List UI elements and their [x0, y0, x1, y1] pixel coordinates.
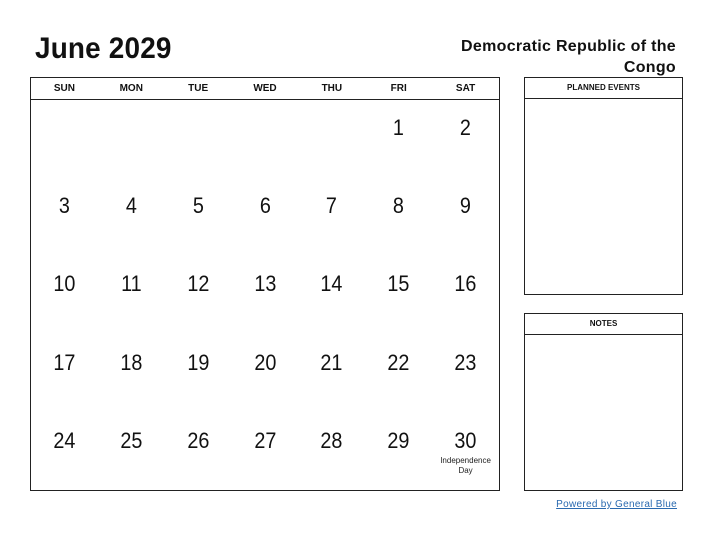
day-number: 15	[387, 271, 410, 297]
powered-by-link[interactable]: Powered by General Blue	[556, 499, 677, 510]
day-cell-26	[165, 413, 232, 491]
day-cell-4	[98, 178, 165, 256]
day-cell-29	[365, 413, 432, 491]
holiday-label: Independence Day	[440, 455, 491, 475]
page-title: June 2029	[35, 32, 172, 65]
empty-day-cell	[165, 100, 232, 178]
day-number: 16	[454, 271, 477, 297]
day-number: 8	[393, 193, 405, 219]
day-number: 13	[253, 271, 277, 297]
day-number: 9	[460, 193, 472, 219]
weekday-fri: FRI	[390, 83, 407, 94]
day-number: 28	[320, 427, 343, 453]
weekday-sun: SUN	[53, 83, 75, 94]
day-cell-3	[31, 178, 98, 256]
day-number: 3	[58, 193, 70, 219]
planned-events-panel	[524, 77, 683, 295]
day-cell-28	[298, 413, 365, 491]
day-number: 21	[320, 349, 343, 375]
day-cell-13	[232, 256, 299, 334]
day-number: 14	[320, 271, 343, 297]
day-cell-6	[232, 178, 299, 256]
day-cell-14	[298, 256, 365, 334]
day-number: 23	[454, 349, 477, 375]
day-number: 7	[326, 193, 338, 219]
notes-heading: NOTES	[525, 314, 682, 335]
day-number: 18	[120, 349, 143, 375]
day-cell-17	[31, 335, 98, 413]
day-cell-5	[165, 178, 232, 256]
day-cell-22	[365, 335, 432, 413]
weekday-wed: WED	[253, 83, 277, 94]
day-cell-1	[365, 100, 432, 178]
weekday-mon: MON	[119, 83, 143, 94]
day-number: 26	[187, 427, 210, 453]
notes-panel	[524, 313, 683, 491]
empty-day-cell	[98, 100, 165, 178]
day-number: 12	[187, 271, 210, 297]
calendar-days	[31, 100, 499, 491]
day-cell-8	[365, 178, 432, 256]
day-cell-27	[232, 413, 299, 491]
day-cell-21	[298, 335, 365, 413]
day-number: 6	[259, 193, 271, 219]
day-number: 2	[460, 115, 472, 140]
day-cell-11	[98, 256, 165, 334]
day-number: 20	[253, 349, 277, 375]
day-number: 17	[53, 349, 76, 375]
day-number: 24	[53, 427, 76, 453]
empty-day-cell	[31, 100, 98, 178]
day-number: 25	[120, 427, 143, 453]
day-number: 29	[387, 427, 410, 453]
day-cell-18	[98, 335, 165, 413]
day-cell-25	[98, 413, 165, 491]
day-cell-15	[365, 256, 432, 334]
day-cell-24	[31, 413, 98, 491]
day-number: 11	[120, 271, 142, 297]
day-number: 30	[454, 427, 477, 453]
day-cell-23	[432, 335, 499, 413]
weekday-tue: TUE	[188, 83, 209, 94]
weekday-sat: SAT	[455, 83, 476, 94]
day-number: 5	[192, 193, 204, 219]
day-cell-19	[165, 335, 232, 413]
day-cell-20	[232, 335, 299, 413]
day-cell-9	[432, 178, 499, 256]
country-name: Democratic Republic of the Congo	[461, 38, 676, 76]
weekday-thu: THU	[321, 83, 343, 94]
weekday-header	[31, 78, 499, 100]
day-cell-16	[432, 256, 499, 334]
day-cell-7	[298, 178, 365, 256]
day-number: 4	[125, 193, 137, 219]
day-number: 27	[253, 427, 277, 453]
day-number: 1	[393, 115, 405, 140]
day-cell-10	[31, 256, 98, 334]
day-cell-2	[432, 100, 499, 178]
planned-events-heading: PLANNED EVENTS	[525, 78, 682, 99]
day-cell-30	[432, 413, 499, 491]
day-number: 19	[187, 349, 210, 375]
calendar-grid	[30, 77, 500, 491]
empty-day-cell	[298, 100, 365, 178]
day-number: 10	[53, 271, 76, 297]
day-number: 22	[387, 349, 410, 375]
day-cell-12	[165, 256, 232, 334]
empty-day-cell	[232, 100, 299, 178]
